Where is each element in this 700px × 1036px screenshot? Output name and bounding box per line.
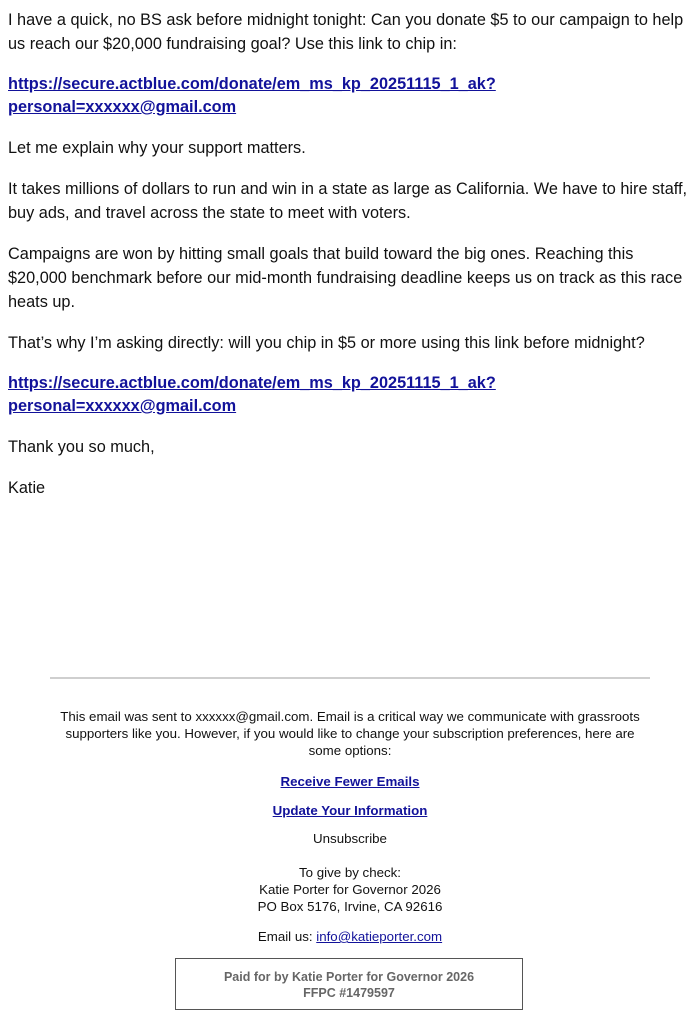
signature: Katie xyxy=(8,479,46,497)
update-information-link[interactable]: Update Your Information xyxy=(272,803,428,818)
footer-divider xyxy=(50,677,650,679)
contact-email-link[interactable]: info@katieporter.com xyxy=(316,929,443,944)
contact-email-line xyxy=(50,928,650,945)
donate-link-1-line2: personal=xxxxxx@gmail.com xyxy=(8,98,237,116)
email-body xyxy=(8,8,692,517)
donate-link-2-line1: https://secure.actblue.com/donate/em_ms_kp_20251115_1_ak? xyxy=(8,374,496,392)
receive-fewer-emails-link[interactable]: Receive Fewer Emails xyxy=(280,774,420,789)
goals-paragraph: Campaigns are won by hitting small goals that build toward the big ones. Reaching this $20,000 benchmark before our mid-month fundraising deadline keeps us on track as this race heats up. xyxy=(8,245,683,311)
donate-link-2-line2: personal=xxxxxx@gmail.com xyxy=(8,397,237,415)
ffpc-number: FFPC #1479597 xyxy=(303,986,395,1000)
mailing-address xyxy=(50,864,650,915)
closing-line: Thank you so much, xyxy=(8,438,155,456)
committee-name: Katie Porter for Governor 2026 xyxy=(259,882,441,897)
donate-link-1[interactable] xyxy=(8,73,692,119)
po-box-address: PO Box 5176, Irvine, CA 92616 xyxy=(257,899,443,914)
donate-link-2[interactable] xyxy=(8,372,692,418)
check-heading: To give by check: xyxy=(299,865,401,880)
explain-paragraph: Let me explain why your support matters. xyxy=(8,139,306,157)
paid-for-line: Paid for by Katie Porter for Governor 2026 xyxy=(223,970,475,984)
intro-paragraph: I have a quick, no BS ask before midnight tonight: Can you donate $5 to our campaign to help us reach our $20,000 fundraising goal? Use this link to chip in: xyxy=(8,11,684,53)
unsubscribe-link[interactable]: Unsubscribe xyxy=(313,831,387,846)
costs-paragraph: It takes millions of dollars to run and win in a state as large as California. We have to hire staff, buy ads, and travel across the state to meet with voters. xyxy=(8,180,688,222)
email-footer xyxy=(50,708,650,945)
email-label: Email us: xyxy=(257,929,313,944)
donate-link-1-line1: https://secure.actblue.com/donate/em_ms_kp_20251115_1_ak? xyxy=(8,75,496,93)
paid-for-disclaimer xyxy=(175,958,523,1010)
subscription-notice: This email was sent to xxxxxx@gmail.com. Email is a critical way we communicate with grassroots supporters like you. However, if you would like to change your subscription preferences, here are some options: xyxy=(60,709,640,758)
ask-paragraph: That’s why I’m asking directly: will you chip in $5 or more using this link before midnight? xyxy=(8,334,645,352)
